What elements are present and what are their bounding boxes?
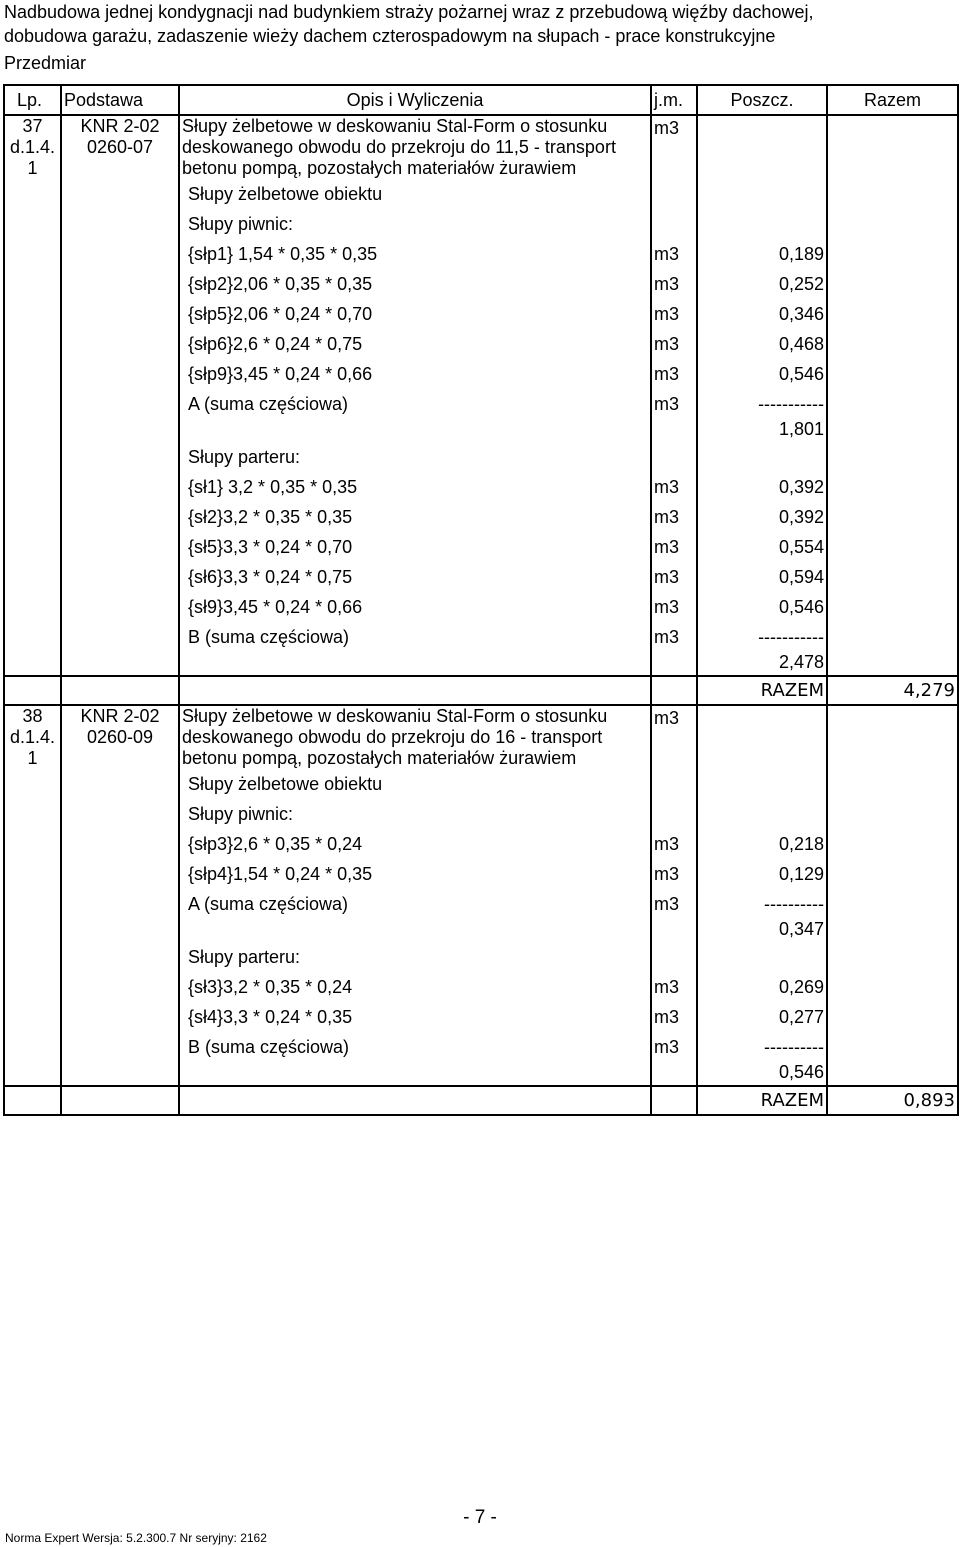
measurement-value: 0,546 xyxy=(697,592,827,622)
empty-cell xyxy=(4,472,61,502)
item-row xyxy=(4,705,958,769)
empty-cell xyxy=(4,1032,61,1086)
empty-cell xyxy=(4,209,61,239)
subtotal-unit: m3 xyxy=(651,389,697,442)
measurement-value: 0,392 xyxy=(697,472,827,502)
measurement-row xyxy=(4,859,958,889)
measurement-value: 0,189 xyxy=(697,239,827,269)
measurement-row xyxy=(4,269,958,299)
empty-cell xyxy=(4,532,61,562)
subtotal-cell xyxy=(697,889,827,942)
empty-cell xyxy=(651,442,697,472)
col-jm-header: j.m. xyxy=(651,85,697,115)
empty-cell xyxy=(651,676,697,705)
empty-cell xyxy=(697,705,827,769)
empty-cell xyxy=(827,889,958,942)
subtotal-unit: m3 xyxy=(651,1032,697,1086)
group-label: Słupy piwnic: xyxy=(179,799,651,829)
measure-row xyxy=(4,942,958,972)
measurement-formula: {sł6}3,3 * 0,24 * 0,75 xyxy=(179,562,651,592)
empty-cell xyxy=(61,799,179,829)
item-podstawa: KNR 2-02 0260-09 xyxy=(61,705,179,769)
measurement-row xyxy=(4,239,958,269)
empty-cell xyxy=(651,209,697,239)
subtotal-value: 2,478 xyxy=(778,652,824,672)
empty-cell xyxy=(827,472,958,502)
empty-cell xyxy=(61,239,179,269)
empty-cell xyxy=(827,502,958,532)
razem-value: 4,279 xyxy=(827,676,958,705)
item-description: Słupy żelbetowe w deskowaniu Stal-Form o stosunku deskowanego obwodu do przekroju do 16 - transport betonu pompą, pozostałych materiałów żurawiem xyxy=(179,705,651,769)
measurement-formula: {słp3}2,6 * 0,35 * 0,24 xyxy=(179,829,651,859)
bill-of-quantities-table xyxy=(3,84,959,1116)
empty-cell xyxy=(61,502,179,532)
table-header-row xyxy=(4,85,958,115)
empty-cell xyxy=(61,532,179,562)
measurement-value: 0,218 xyxy=(697,829,827,859)
empty-cell xyxy=(61,269,179,299)
razem-row xyxy=(4,1086,958,1115)
document-subtitle: Przedmiar xyxy=(4,53,87,73)
empty-cell xyxy=(827,769,958,799)
measurement-row xyxy=(4,532,958,562)
empty-cell xyxy=(827,359,958,389)
subtotal-cell xyxy=(697,389,827,442)
measurement-formula: {słp5}2,06 * 0,24 * 0,70 xyxy=(179,299,651,329)
item-podstawa: KNR 2-02 0260-07 xyxy=(61,115,179,179)
item-row xyxy=(4,115,958,179)
empty-cell xyxy=(61,592,179,622)
measurement-unit: m3 xyxy=(651,239,697,269)
subtotal-label: B (suma częściowa) xyxy=(179,1032,651,1086)
empty-cell xyxy=(827,442,958,472)
item-description: Słupy żelbetowe w deskowaniu Stal-Form o stosunku deskowanego obwodu do przekroju do 11,5 - transport betonu pompą, pozostałych materiałów żurawiem xyxy=(179,115,651,179)
empty-cell xyxy=(827,705,958,769)
group-label: Słupy parteru: xyxy=(179,942,651,972)
empty-cell xyxy=(4,942,61,972)
empty-cell xyxy=(4,769,61,799)
empty-cell xyxy=(651,1086,697,1115)
measure-row xyxy=(4,442,958,472)
empty-cell xyxy=(827,622,958,676)
empty-cell xyxy=(827,299,958,329)
measurement-row xyxy=(4,972,958,1002)
razem-label: RAZEM xyxy=(697,1086,827,1115)
measure-row xyxy=(4,769,958,799)
empty-cell xyxy=(61,1032,179,1086)
measurement-formula: {sł2}3,2 * 0,35 * 0,35 xyxy=(179,502,651,532)
measurement-value: 0,392 xyxy=(697,502,827,532)
empty-cell xyxy=(61,359,179,389)
empty-cell xyxy=(61,972,179,1002)
measurement-row xyxy=(4,502,958,532)
document-header xyxy=(4,0,944,75)
empty-cell xyxy=(827,942,958,972)
measurement-value: 0,269 xyxy=(697,972,827,1002)
empty-cell xyxy=(4,859,61,889)
subtotal-unit: m3 xyxy=(651,622,697,676)
subtotal-separator: ---------- xyxy=(764,1037,824,1057)
measure-row xyxy=(4,209,958,239)
empty-cell xyxy=(697,115,827,179)
empty-cell xyxy=(61,562,179,592)
title-line-2: dobudowa garażu, zadaszenie wieży dachem czterospadowym na słupach - prace konstrukcyjne xyxy=(4,26,776,46)
measurement-formula: {sł9}3,45 * 0,24 * 0,66 xyxy=(179,592,651,622)
empty-cell xyxy=(827,799,958,829)
subtotal-value: 1,801 xyxy=(778,419,824,439)
measurement-unit: m3 xyxy=(651,859,697,889)
col-poszcz-header: Poszcz. xyxy=(697,85,827,115)
page-number: - 7 - xyxy=(463,1507,497,1528)
measurement-formula: {sł5}3,3 * 0,24 * 0,70 xyxy=(179,532,651,562)
measurement-unit: m3 xyxy=(651,972,697,1002)
empty-cell xyxy=(61,209,179,239)
empty-cell xyxy=(827,972,958,1002)
measurement-unit: m3 xyxy=(651,1002,697,1032)
razem-value: 0,893 xyxy=(827,1086,958,1115)
group-label: Słupy parteru: xyxy=(179,442,651,472)
empty-cell xyxy=(61,179,179,209)
empty-cell xyxy=(827,562,958,592)
subtotal-row xyxy=(4,389,958,442)
measurement-row xyxy=(4,592,958,622)
measurement-unit: m3 xyxy=(651,562,697,592)
subtotal-separator: ---------- xyxy=(764,894,824,914)
col-opis-header: Opis i Wyliczenia xyxy=(179,85,651,115)
empty-cell xyxy=(697,179,827,209)
item-lp: 38 d.1.4. 1 xyxy=(4,705,61,769)
empty-cell xyxy=(61,859,179,889)
empty-cell xyxy=(697,442,827,472)
empty-cell xyxy=(4,1002,61,1032)
subtotal-row xyxy=(4,1032,958,1086)
empty-cell xyxy=(61,676,179,705)
empty-cell xyxy=(651,769,697,799)
empty-cell xyxy=(827,1002,958,1032)
group-label: Słupy piwnic: xyxy=(179,209,651,239)
razem-label: RAZEM xyxy=(697,676,827,705)
empty-cell xyxy=(827,592,958,622)
measurement-row xyxy=(4,299,958,329)
col-podstawa-header: Podstawa xyxy=(61,85,179,115)
measurement-formula: {słp9}3,45 * 0,24 * 0,66 xyxy=(179,359,651,389)
measurement-unit: m3 xyxy=(651,269,697,299)
empty-cell xyxy=(827,532,958,562)
measurement-unit: m3 xyxy=(651,829,697,859)
empty-cell xyxy=(61,622,179,676)
empty-cell xyxy=(827,859,958,889)
measurement-formula: {sł3}3,2 * 0,35 * 0,24 xyxy=(179,972,651,1002)
empty-cell xyxy=(4,799,61,829)
measurement-value: 0,277 xyxy=(697,1002,827,1032)
subtotal-cell xyxy=(697,622,827,676)
empty-cell xyxy=(61,329,179,359)
item-lp: 37 d.1.4. 1 xyxy=(4,115,61,179)
measurement-value: 0,546 xyxy=(697,359,827,389)
measurement-row xyxy=(4,329,958,359)
section-heading: Słupy żelbetowe obiektu xyxy=(179,179,651,209)
empty-cell xyxy=(827,829,958,859)
measurement-unit: m3 xyxy=(651,472,697,502)
empty-cell xyxy=(4,179,61,209)
measurement-formula: {słp1} 1,54 * 0,35 * 0,35 xyxy=(179,239,651,269)
measure-row xyxy=(4,179,958,209)
measurement-formula: {sł4}3,3 * 0,24 * 0,35 xyxy=(179,1002,651,1032)
empty-cell xyxy=(827,269,958,299)
empty-cell xyxy=(4,562,61,592)
measurement-formula: {sł1} 3,2 * 0,35 * 0,35 xyxy=(179,472,651,502)
empty-cell xyxy=(697,209,827,239)
subtotal-row xyxy=(4,889,958,942)
empty-cell xyxy=(651,799,697,829)
measurement-formula: {słp2}2,06 * 0,35 * 0,35 xyxy=(179,269,651,299)
empty-cell xyxy=(61,1086,179,1115)
empty-cell xyxy=(4,1086,61,1115)
empty-cell xyxy=(61,472,179,502)
measurement-unit: m3 xyxy=(651,359,697,389)
empty-cell xyxy=(61,442,179,472)
empty-cell xyxy=(4,829,61,859)
subtotal-label: B (suma częściowa) xyxy=(179,622,651,676)
empty-cell xyxy=(179,1086,651,1115)
empty-cell xyxy=(4,239,61,269)
measurement-unit: m3 xyxy=(651,299,697,329)
section-heading: Słupy żelbetowe obiektu xyxy=(179,769,651,799)
measurement-formula: {słp6}2,6 * 0,24 * 0,75 xyxy=(179,329,651,359)
empty-cell xyxy=(4,299,61,329)
measurement-unit: m3 xyxy=(651,502,697,532)
empty-cell xyxy=(179,676,651,705)
measurement-row xyxy=(4,359,958,389)
empty-cell xyxy=(4,592,61,622)
razem-row xyxy=(4,676,958,705)
item-unit: m3 xyxy=(651,705,697,769)
empty-cell xyxy=(61,942,179,972)
empty-cell xyxy=(827,329,958,359)
empty-cell xyxy=(827,115,958,179)
item-unit: m3 xyxy=(651,115,697,179)
measurement-value: 0,554 xyxy=(697,532,827,562)
empty-cell xyxy=(4,502,61,532)
empty-cell xyxy=(827,179,958,209)
empty-cell xyxy=(61,829,179,859)
subtotal-label: A (suma częściowa) xyxy=(179,389,651,442)
empty-cell xyxy=(4,889,61,942)
empty-cell xyxy=(697,799,827,829)
measurement-formula: {słp4}1,54 * 0,24 * 0,35 xyxy=(179,859,651,889)
empty-cell xyxy=(61,1002,179,1032)
measurement-row xyxy=(4,1002,958,1032)
empty-cell xyxy=(4,622,61,676)
measure-row xyxy=(4,799,958,829)
empty-cell xyxy=(61,769,179,799)
empty-cell xyxy=(651,179,697,209)
empty-cell xyxy=(4,676,61,705)
empty-cell xyxy=(827,239,958,269)
measurement-row xyxy=(4,562,958,592)
col-razem-header: Razem xyxy=(827,85,958,115)
empty-cell xyxy=(4,442,61,472)
empty-cell xyxy=(61,389,179,442)
subtotal-separator: ----------- xyxy=(758,394,824,414)
subtotal-unit: m3 xyxy=(651,889,697,942)
empty-cell xyxy=(4,972,61,1002)
measurement-row xyxy=(4,472,958,502)
empty-cell xyxy=(4,359,61,389)
subtotal-value: 0,347 xyxy=(778,919,824,939)
empty-cell xyxy=(4,389,61,442)
empty-cell xyxy=(61,299,179,329)
title-line-1: Nadbudowa jednej kondygnacji nad budynkiem straży pożarnej wraz z przebudową więźby dachowej, xyxy=(4,2,814,22)
empty-cell xyxy=(4,329,61,359)
measurement-unit: m3 xyxy=(651,532,697,562)
subtotal-value: 0,546 xyxy=(778,1062,824,1082)
measurement-unit: m3 xyxy=(651,329,697,359)
empty-cell xyxy=(827,1032,958,1086)
measurement-unit: m3 xyxy=(651,592,697,622)
empty-cell xyxy=(651,942,697,972)
measurement-value: 0,468 xyxy=(697,329,827,359)
measurement-value: 0,346 xyxy=(697,299,827,329)
empty-cell xyxy=(697,769,827,799)
empty-cell xyxy=(61,889,179,942)
empty-cell xyxy=(827,209,958,239)
empty-cell xyxy=(827,389,958,442)
measurement-value: 0,252 xyxy=(697,269,827,299)
subtotal-row xyxy=(4,622,958,676)
subtotal-cell xyxy=(697,1032,827,1086)
subtotal-separator: ----------- xyxy=(758,627,824,647)
measurement-value: 0,594 xyxy=(697,562,827,592)
subtotal-label: A (suma częściowa) xyxy=(179,889,651,942)
empty-cell xyxy=(4,269,61,299)
empty-cell xyxy=(697,942,827,972)
measurement-value: 0,129 xyxy=(697,859,827,889)
measurement-row xyxy=(4,829,958,859)
software-footer: Norma Expert Wersja: 5.2.300.7 Nr seryjny: 2162 xyxy=(5,1531,267,1545)
col-lp-header: Lp. xyxy=(4,85,61,115)
